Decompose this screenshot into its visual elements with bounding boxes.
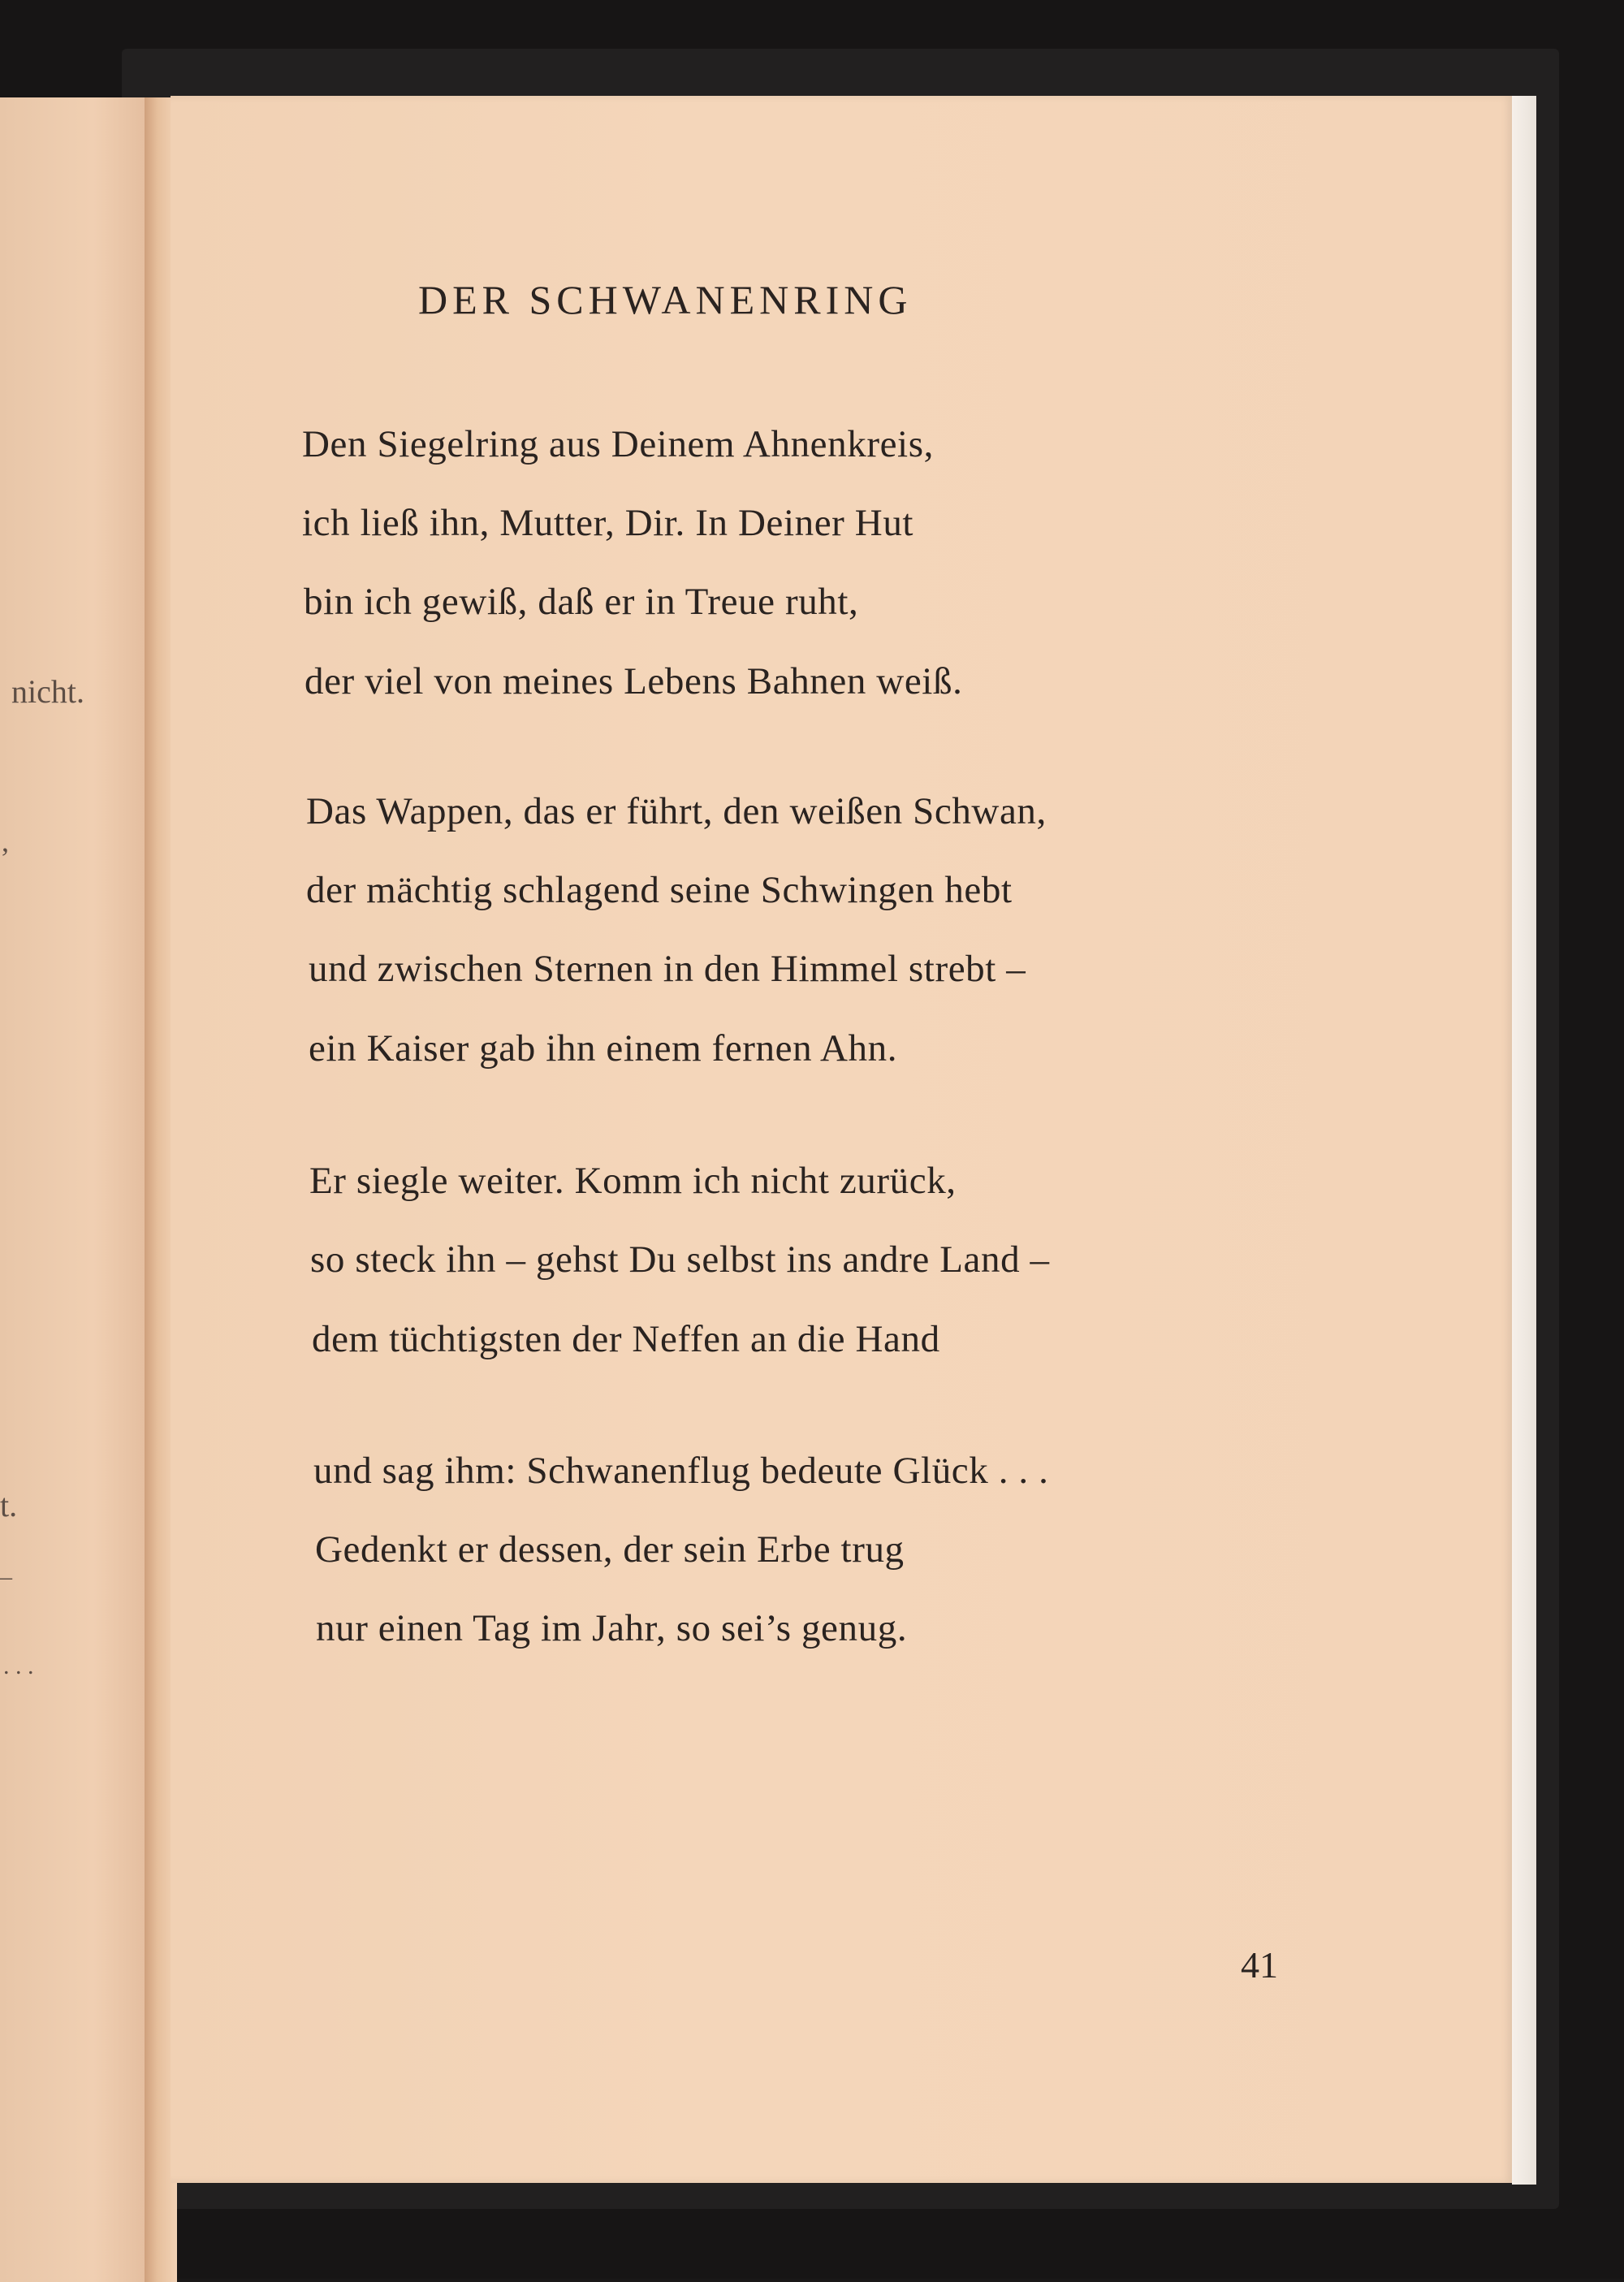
poem-line: Den Siegelring aus Deinem Ahnenkreis, xyxy=(302,423,934,465)
page-edges xyxy=(1512,96,1536,2185)
poem-line: dem tüchtigsten der Neffen an die Hand xyxy=(312,1318,940,1360)
right-page xyxy=(171,96,1514,2183)
left-page-fragment: . . . xyxy=(3,1653,34,1679)
poem-line: und zwischen Sternen in den Himmel strebt – xyxy=(309,948,1026,990)
poem-line: der mächtig schlagend seine Schwingen hebt xyxy=(306,869,1013,911)
poem-title: DER SCHWANENRING xyxy=(418,277,913,322)
poem-line: ich ließ ihn, Mutter, Dir. In Deiner Hut xyxy=(302,502,914,544)
left-page-fragment: nicht. xyxy=(11,673,84,710)
poem-line: bin ich gewiß, daß er in Treue ruht, xyxy=(304,581,859,623)
left-page-fragment: – xyxy=(0,1563,12,1590)
page-number: 41 xyxy=(1241,1944,1278,1986)
poem-line: Gedenkt er dessen, der sein Erbe trug xyxy=(315,1528,905,1571)
poem-line: nur einen Tag im Jahr, so sei’s genug. xyxy=(316,1607,908,1649)
left-page xyxy=(0,97,156,2282)
poem-line: Er siegle weiter. Komm ich nicht zurück, xyxy=(309,1160,957,1202)
poem-line: Das Wappen, das er führt, den weißen Schwan, xyxy=(306,790,1047,832)
poem-line: und sag ihm: Schwanenflug bedeute Glück . . . xyxy=(313,1450,1049,1492)
left-page-fragment: t. xyxy=(0,1487,18,1523)
left-page-fragment: , xyxy=(2,825,9,858)
poem-line: ein Kaiser gab ihn einem fernen Ahn. xyxy=(309,1027,898,1070)
poem-line: so steck ihn – gehst Du selbst ins andre Land – xyxy=(310,1238,1050,1281)
poem-line: der viel von meines Lebens Bahnen weiß. xyxy=(304,660,963,702)
